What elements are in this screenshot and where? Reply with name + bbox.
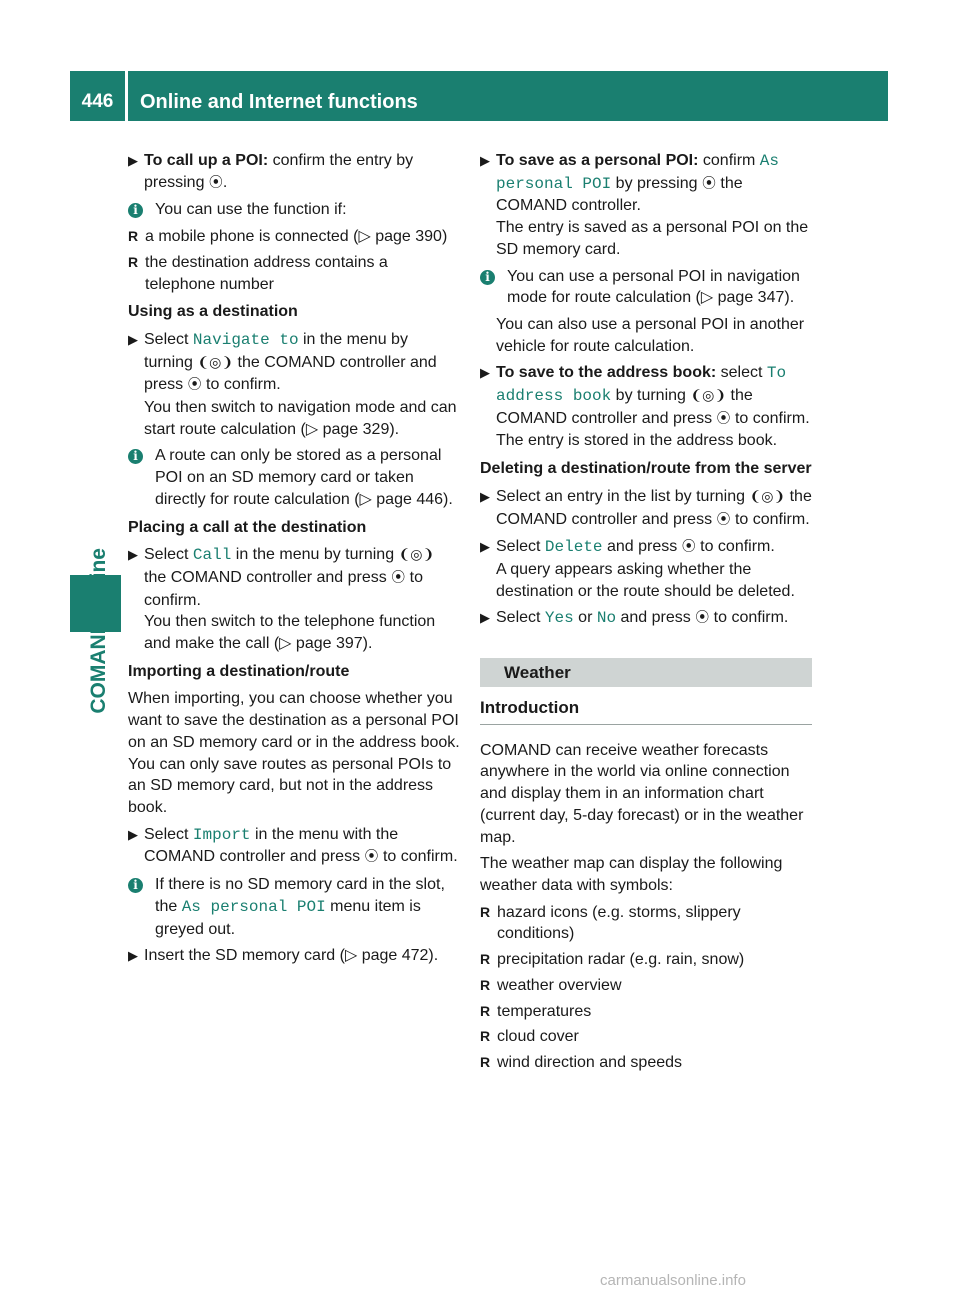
list-item: R precipitation radar (e.g. rain, snow) <box>480 949 812 971</box>
step-call: ▶ Select Call in the menu by turning ❨◎❩ the COMAND controller and press ⦿ to confirm. You then switch to the telephone function and make the call (▷ page 397). <box>128 546 436 653</box>
bullet-icon: R <box>480 1053 491 1070</box>
header-title: Online and Internet functions <box>140 91 418 113</box>
step-arrow-icon: ▶ <box>128 153 138 168</box>
menu-item-yes: Yes <box>544 609 574 628</box>
menu-item-navigate-to: Navigate to <box>192 330 299 349</box>
list-item: R hazard icons (e.g. storms, slippery conditions) <box>480 903 741 943</box>
step-arrow-icon: ▶ <box>128 948 138 964</box>
bullet-icon: R <box>480 903 491 920</box>
bullet-icon: R <box>480 1002 491 1019</box>
sidebar-tab <box>84 548 114 578</box>
info-note: i You can use a personal POI in navigation mode for route calculation (▷ page 347). <box>480 266 812 309</box>
step-import: ▶ Select Import in the menu with the COMAND controller and press ⦿ to confirm. <box>128 825 458 866</box>
step-arrow-icon: ▶ <box>480 153 490 168</box>
turn-icon: ❨◎❩ <box>197 354 234 371</box>
press-icon: ⦿ <box>681 539 696 556</box>
press-icon: ⦿ <box>716 410 731 427</box>
press-icon: ⦿ <box>187 377 202 394</box>
press-icon: ⦿ <box>364 849 379 866</box>
menu-item-to-address-book: To address book <box>496 364 787 406</box>
step-delete: ▶ Select Delete and press ⦿ to confirm. A query appears asking whether the destination or the route should be deleted. <box>480 538 795 600</box>
info-icon: i <box>128 878 143 893</box>
info-icon: i <box>480 270 495 285</box>
step-arrow-icon: ▶ <box>480 365 490 381</box>
press-icon: ⦿ <box>208 174 223 191</box>
paragraph: When importing, you can choose whether you want to save the destination as a personal POI on an SD memory card or in the address book. You can only save routes as personal POIs to an SD memory card, but not in the address book. <box>128 690 460 816</box>
step-insert-sd: ▶ Insert the SD memory card (▷ page 472). <box>128 945 460 967</box>
page-number: 446 <box>81 91 114 112</box>
sidebar-block <box>70 575 121 632</box>
menu-item-as-personal-poi: As personal POI <box>496 152 779 193</box>
step-save-poi: ▶ To save as a personal POI: confirm As personal POI by pressing ⦿ the COMAND controller. The entry is saved as a personal POI on the SD memory card. <box>480 152 809 258</box>
paragraph: COMAND can receive weather forecasts anywhere in the world via online connection and display them in an information chart (current day, 5-day forecast) or in the weather map. <box>480 741 804 846</box>
info-icon: i <box>128 449 143 464</box>
press-icon: ⦿ <box>391 569 406 586</box>
paragraph: You can also use a personal POI in another vehicle for route calculation. <box>496 315 805 355</box>
press-icon: ⦿ <box>701 175 716 192</box>
menu-item-import: Import <box>192 825 251 844</box>
list-item: R weather overview <box>480 975 812 997</box>
right-column <box>480 150 812 1078</box>
menu-item-delete: Delete <box>544 538 603 557</box>
step-confirm: ▶ Select Yes or No and press ⦿ to confirm. <box>480 609 789 628</box>
turn-icon: ❨◎❩ <box>749 488 786 505</box>
left-column <box>128 150 460 972</box>
bullet-icon: R <box>480 1028 491 1045</box>
press-icon: ⦿ <box>716 511 731 528</box>
step-arrow-icon: ▶ <box>480 488 490 504</box>
step-arrow-icon: ▶ <box>480 610 490 626</box>
turn-icon: ❨◎❩ <box>690 388 727 405</box>
list-item: R wind direction and speeds <box>480 1052 812 1074</box>
section-heading: Using as a destination <box>128 303 298 321</box>
list-item: R cloud cover <box>480 1026 812 1048</box>
bullet-icon: R <box>480 951 491 968</box>
info-note: i If there is no SD memory card in the slot, the As personal POI menu item is greyed out. <box>128 874 460 940</box>
info-note: i You can use the function if: <box>128 199 460 221</box>
paragraph: The weather map can display the following weather data with symbols: <box>480 855 783 894</box>
step-arrow-icon: ▶ <box>480 539 490 555</box>
step-arrow-icon: ▶ <box>128 547 138 563</box>
info-icon: i <box>128 203 143 218</box>
list-item: R the destination address contains a telephone number <box>128 253 388 293</box>
list-item: R a mobile phone is connected (▷ page 390) <box>128 226 460 248</box>
section-title-weather: Weather <box>480 658 812 687</box>
step-select-entry: ▶ Select an entry in the list by turning ❨◎❩ the COMAND controller and press ⦿ to confirm. <box>480 487 812 528</box>
turn-icon: ❨◎❩ <box>398 547 435 564</box>
section-heading: Importing a destination/route <box>128 662 350 680</box>
list-item: R temperatures <box>480 1001 812 1023</box>
step-arrow-icon: ▶ <box>128 331 138 347</box>
step-call-poi: ▶ To call up a POI: confirm the entry by pressing ⦿. <box>128 152 414 191</box>
step-save-address-book: ▶ To save to the address book: select To address book by turning ❨◎❩ the COMAND controller and press ⦿ to confirm. The entry is stored in the address book. <box>480 364 810 450</box>
bullet-icon: R <box>128 228 139 245</box>
bullet-icon: R <box>128 253 139 270</box>
watermark: carmanualsonline.info <box>600 1272 746 1289</box>
step-arrow-icon: ▶ <box>128 826 138 842</box>
section-heading: Placing a call at the destination <box>128 518 367 536</box>
step-navigate: ▶ Select Navigate to in the menu by turning ❨◎❩ the COMAND controller and press ⦿ to confirm. You then switch to navigation mode and can start route calculation (▷ page 329). <box>128 330 457 438</box>
menu-item-call: Call <box>192 546 232 565</box>
menu-item-as-personal-poi: As personal POI <box>181 897 326 916</box>
section-heading: Deleting a destination/route from the server <box>480 460 812 478</box>
bullet-icon: R <box>480 976 491 993</box>
subsection-title: Introduction <box>480 697 812 725</box>
page-header <box>70 71 888 121</box>
menu-item-no: No <box>596 609 617 628</box>
press-icon: ⦿ <box>695 610 710 627</box>
info-note: i A route can only be stored as a personal POI on an SD memory card or taken directly for route calculation (▷ page 446). <box>128 445 460 510</box>
header-separator <box>125 71 128 121</box>
